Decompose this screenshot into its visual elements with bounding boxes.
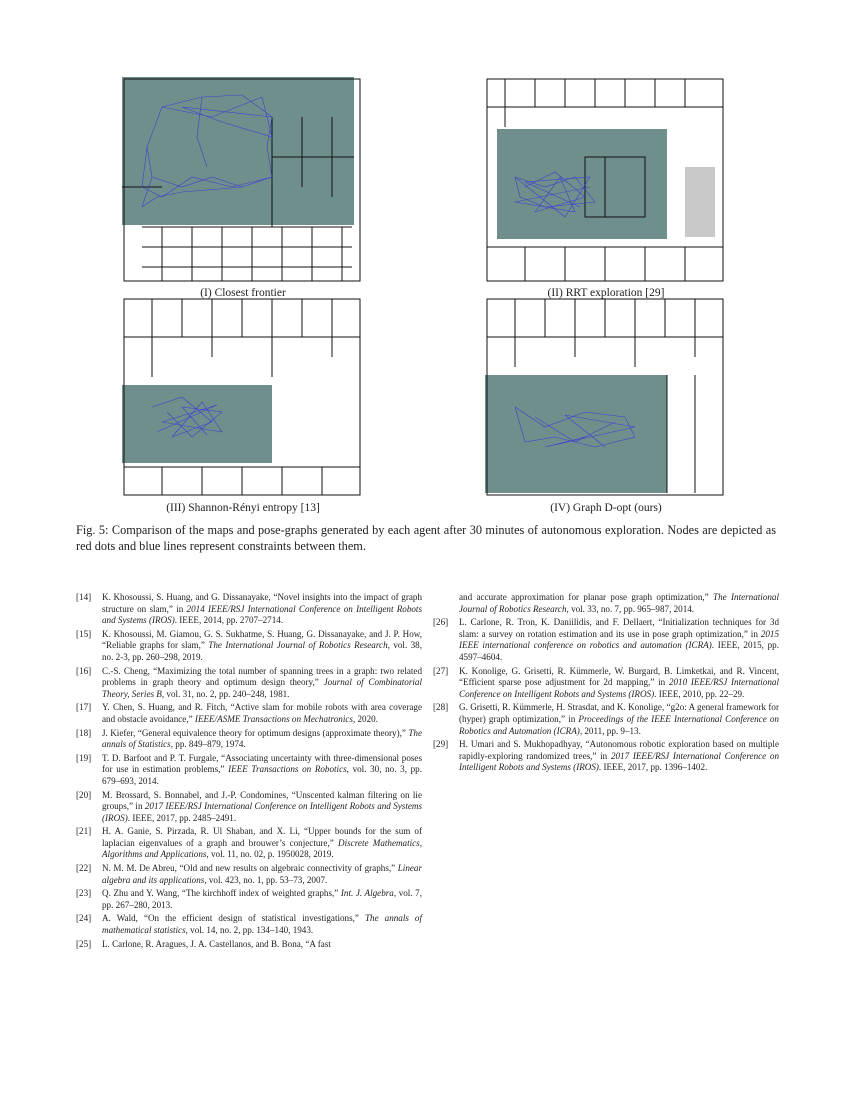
reference-text: , pp. 849–879, 1974. xyxy=(170,739,246,750)
reference-text: Q. Zhu and Y. Wang, “The kirchhoff index of weighted graphs,” xyxy=(102,888,341,899)
reference-text: L. Carlone, R. Aragues, J. A. Castellanos, and B. Bona, “A fast xyxy=(102,938,331,949)
reference-entry xyxy=(76,863,422,886)
panel-caption-rrt-exploration: (II) RRT exploration [29] xyxy=(547,287,665,299)
reference-venue: IEEE/ASME Transactions on Mechatronics xyxy=(194,713,353,724)
reference-text: Y. Chen, S. Huang, and R. Fitch, “Active slam for mobile robots with area coverage and obstacle avoidance,” xyxy=(102,702,422,724)
reference-text: , vol. 11, no. 02, p. 1950028, 2019. xyxy=(206,849,334,860)
reference-entry xyxy=(433,702,779,737)
map-panel-graph-dopt xyxy=(485,297,727,497)
reference-entry xyxy=(76,728,422,751)
reference-text: L. Carlone, R. Tron, K. Daniilidis, and F. Dellaert, “Initialization techniques for 3d slam: a survey on rotation estimation and its use in pose graph optimization,” in xyxy=(459,617,779,639)
reference-text: N. M. M. De Abreu, “Old and new results on algebraic connectivity of graphs,” xyxy=(102,863,398,874)
map-image xyxy=(122,77,364,285)
references-right-column xyxy=(433,592,779,776)
reference-text: . IEEE, 2017, pp. 1396–1402. xyxy=(598,762,708,773)
reference-entry xyxy=(76,702,422,725)
reference-text: M. Brossard, S. Bonnabel, and J.-P. Condomines, “Unscented kalman filtering on lie groups,” in xyxy=(102,789,422,812)
reference-entry xyxy=(76,913,422,936)
reference-venue: The International Journal of Robotics Research xyxy=(208,640,388,651)
reference-venue: 2014 IEEE/RSJ International Conference on Intelligent Robots and Systems (IROS) xyxy=(102,603,423,626)
reference-number: [28] xyxy=(433,702,449,713)
reference-text: and accurate approximation for planar pose graph optimization,” xyxy=(459,592,714,602)
reference-text: , vol. 14, no. 2, pp. 134–140, 1943. xyxy=(185,925,314,936)
map-image xyxy=(122,297,364,497)
reference-number: [21] xyxy=(76,826,92,837)
reference-text: , vol. 31, no. 2, pp. 240–248, 1981. xyxy=(161,688,290,699)
reference-venue: Int. J. Algebra xyxy=(340,888,394,899)
reference-entry xyxy=(433,666,779,701)
reference-entry xyxy=(433,739,779,774)
reference-text: , vol. 30, no. 3, pp. 679–693, 2014. xyxy=(102,764,422,786)
reference-text: , 2020. xyxy=(352,713,378,724)
references-left-column xyxy=(76,592,422,952)
figure-caption: Fig. 5: Comparison of the maps and pose-graphs generated by each agent after 30 minutes of autonomous exploration. Nodes are depicted as red dots and blue lines represent constraints between them. xyxy=(76,523,776,553)
reference-text: K. Konolige, G. Grisetti, R. Kümmerle, W. Burgard, B. Limketkai, and R. Vincent, “Efficient sparse pose adjustment for 2d mapping,” in xyxy=(459,665,779,688)
reference-text: , vol. 423, no. 1, pp. 53–73, 2007. xyxy=(204,874,328,885)
reference-number: [22] xyxy=(76,863,92,874)
reference-venue: Proceedings of the IEEE International Conference on Robotics and Automation (ICRA) xyxy=(459,713,779,736)
reference-number: [29] xyxy=(433,739,449,750)
reference-number: [19] xyxy=(76,752,92,763)
reference-number: [16] xyxy=(76,665,92,676)
reference-text: G. Grisetti, R. Kümmerle, H. Strasdat, and K. Konolige, “g2o: A general framework for (hyper) graph optimization,” in xyxy=(459,702,779,724)
reference-number: [15] xyxy=(76,628,92,639)
reference-entry xyxy=(76,826,422,861)
reference-entry xyxy=(76,790,422,825)
map-panel-rrt-exploration xyxy=(485,77,727,285)
panel-caption-graph-dopt: (IV) Graph D-opt (ours) xyxy=(550,502,662,514)
reference-number: [18] xyxy=(76,727,92,738)
map-panel-closest-frontier xyxy=(122,77,364,285)
reference-text: A. Wald, “On the efficient design of statistical investigations,” xyxy=(102,913,365,924)
reference-text: K. Khosoussi, M. Giamou, G. S. Sukhatme, S. Huang, G. Dissanayake, and J. P. How, “Reliable graphs for slam,” xyxy=(102,628,422,651)
reference-venue: The International Journal of Robotics Research xyxy=(459,592,779,614)
reference-venue: Discrete Mathematics, Algorithms and Applications xyxy=(102,837,422,860)
reference-text: C.-S. Cheng, “Maximizing the total number of spanning trees in a graph: two related problems in graph theory and optimum design theory,” xyxy=(102,665,422,688)
reference-entry xyxy=(76,629,422,664)
reference-entry xyxy=(433,592,779,615)
reference-number: [17] xyxy=(76,702,92,713)
reference-venue: Journal of Combinatorial Theory, Series B xyxy=(102,677,422,699)
reference-venue: 2017 IEEE/RSJ International Conference on Intelligent Robots and Systems (IROS) xyxy=(102,801,422,823)
reference-text: . IEEE, 2010, pp. 22–29. xyxy=(654,688,745,699)
reference-text: , vol. 33, no. 7, pp. 965–987, 2014. xyxy=(566,603,695,614)
reference-text: , vol. 7, pp. 267–280, 2013. xyxy=(102,888,422,910)
map-image xyxy=(485,297,727,497)
reference-venue: The annals of Statistics xyxy=(102,727,422,750)
reference-number: [23] xyxy=(76,888,92,899)
reference-entry xyxy=(76,666,422,701)
panel-caption-closest-frontier: (I) Closest frontier xyxy=(200,287,286,299)
reference-number: [27] xyxy=(433,665,449,676)
reference-text: T. D. Barfoot and P. T. Furgale, “Associating uncertainty with three-dimensional poses for use in estimation problems,” xyxy=(102,752,422,775)
map-image xyxy=(485,77,727,285)
reference-number: [20] xyxy=(76,789,92,800)
reference-entry xyxy=(76,939,422,951)
reference-text: . IEEE, 2017, pp. 2485–2491. xyxy=(127,812,237,823)
reference-text: J. Kiefer, “General equivalence theory for optimum designs (approximate theory),” xyxy=(102,727,409,738)
reference-venue: IEEE Transactions on Robotics xyxy=(228,764,347,775)
reference-number: [14] xyxy=(76,592,92,602)
reference-venue: 2010 IEEE/RSJ International Conference on Intelligent Robots and Systems (IROS) xyxy=(459,677,779,699)
reference-text: K. Khosoussi, S. Huang, and G. Dissanayake, “Novel insights into the impact of graph structure on slam,” in xyxy=(102,592,422,614)
reference-venue: The annals of mathematical statistics xyxy=(102,913,422,936)
reference-entry xyxy=(76,753,422,788)
reference-venue: 2017 IEEE/RSJ International Conference on Intelligent Robots and Systems (IROS) xyxy=(459,750,779,773)
reference-number: [25] xyxy=(76,938,92,949)
reference-text: . IEEE, 2014, pp. 2707–2714. xyxy=(174,615,284,626)
reference-venue: Linear algebra and its applications xyxy=(102,863,422,885)
reference-number: [24] xyxy=(76,913,92,924)
reference-entry xyxy=(433,617,779,663)
reference-venue: 2015 IEEE international conference on robotics and automation (ICRA) xyxy=(459,628,779,651)
reference-entry xyxy=(76,592,422,627)
map-panel-shannon-renyi xyxy=(122,297,364,497)
panel-caption-shannon-renyi: (III) Shannon-Rényi entropy [13] xyxy=(166,502,320,514)
reference-text: H. A. Ganie, S. Pirzada, R. Ul Shaban, and X. Li, “Upper bounds for the sum of laplacian eigenvalues of a graph and brouwer’s conjecture,” xyxy=(102,826,422,848)
reference-text: H. Umari and S. Mukhopadhyay, “Autonomous robotic exploration based on multiple rapidly-exploring randomized trees,” in xyxy=(459,739,779,761)
reference-number: [26] xyxy=(433,617,449,628)
reference-text: . IEEE, 2015, pp. 4597–4604. xyxy=(459,640,779,662)
reference-text: , vol. 38, no. 2-3, pp. 260–298, 2019. xyxy=(102,640,422,662)
reference-text: , 2011, pp. 9–13. xyxy=(579,725,641,736)
reference-entry xyxy=(76,888,422,911)
